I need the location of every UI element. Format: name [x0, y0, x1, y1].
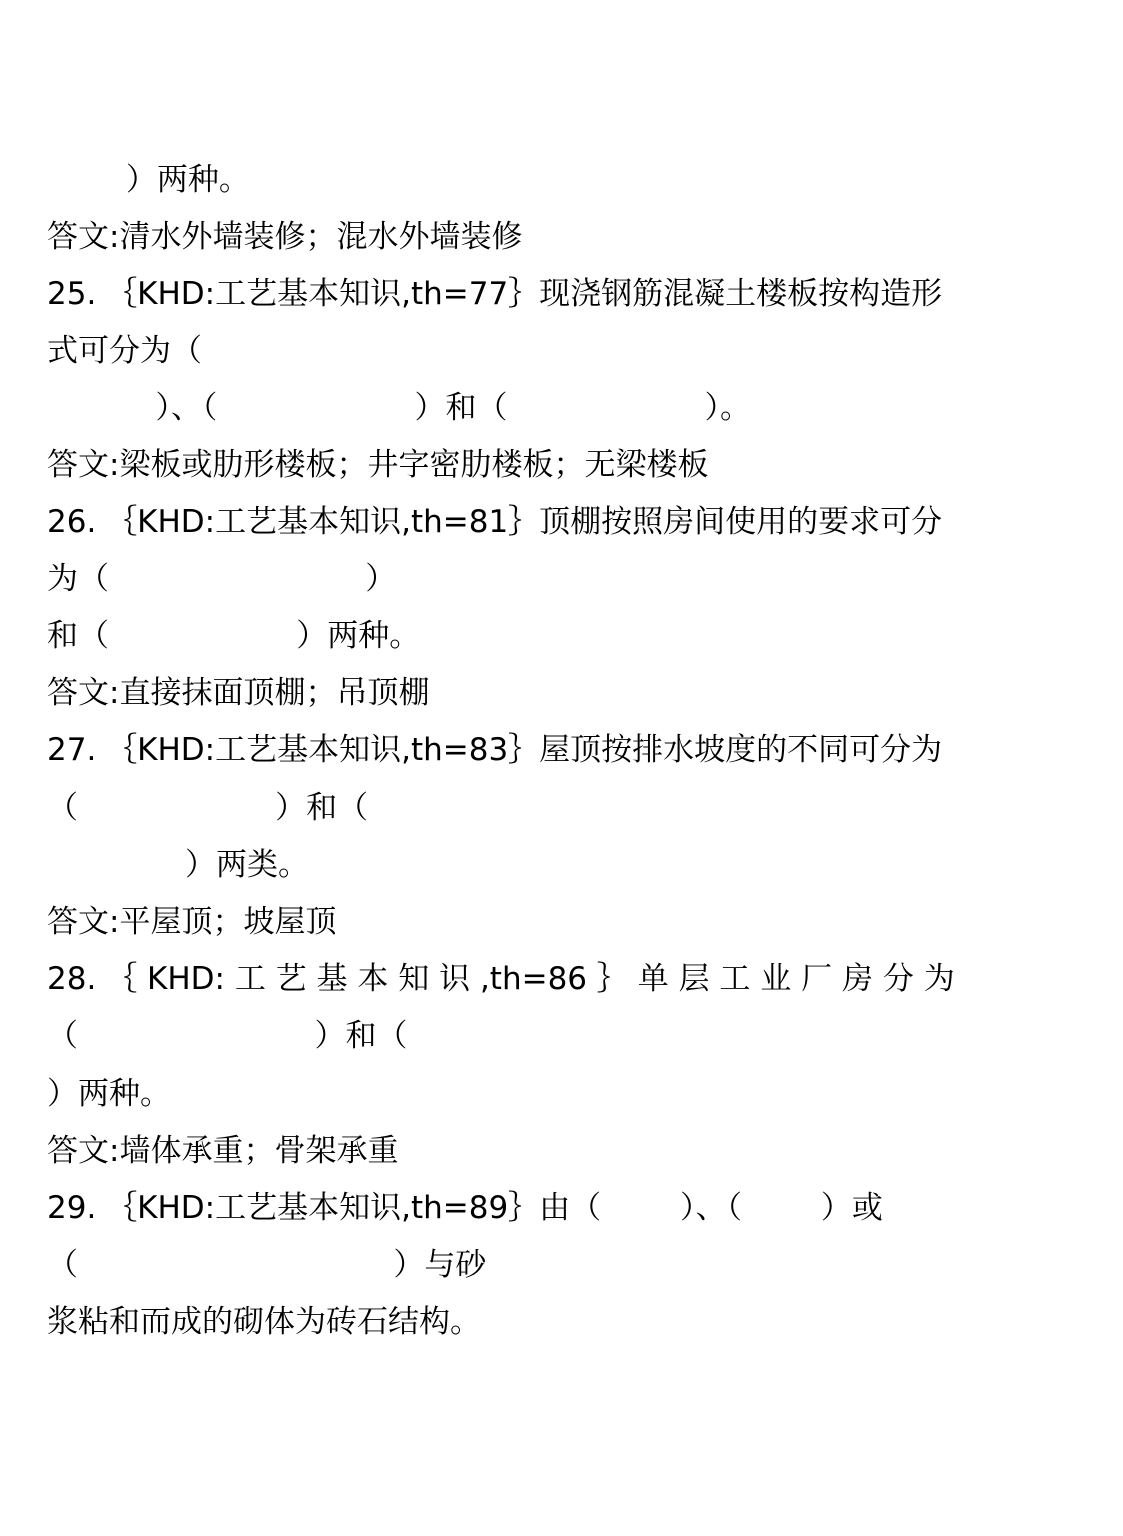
question-29-line-3: 浆粘和而成的砌体为砖石结构。 — [47, 1304, 481, 1340]
question-26-line-3: 和（ ）两种。 — [47, 618, 421, 654]
question-27-line-1: 27. ｛KHD:工艺基本知识,th=83｝屋顶按排水坡度的不同可分为 — [47, 732, 943, 768]
question-25-blanks-line: ）、（ ）和（ ）。 — [47, 390, 752, 426]
question-29-line-1: 29. ｛KHD:工艺基本知识,th=89｝由（ ）、（ ）或 — [47, 1190, 883, 1226]
question-26-line-1: 26. ｛KHD:工艺基本知识,th=81｝顶棚按照房间使用的要求可分 — [47, 504, 943, 540]
question-25-line-2: 式可分为（ — [47, 333, 202, 369]
question-28-line-2: （ ）和（ — [47, 1018, 408, 1054]
question-29-line-2: （ ）与砂 — [47, 1247, 487, 1283]
answer-line-26: 答文:直接抹面顶棚；吊顶棚 — [47, 675, 430, 711]
question-28-line-1: 28. ｛ KHD: 工 艺 基 本 知 识 ,th=86 ｝ 单 层 工 业 厂 房 分 为 — [47, 961, 955, 997]
question-27-line-3: ）两类。 — [47, 847, 309, 883]
question-26-line-2: 为（ ） — [47, 561, 397, 597]
answer-line-28: 答文:墙体承重；骨架承重 — [47, 1133, 399, 1169]
answer-line-27: 答文:平屋顶；坡屋顶 — [47, 904, 337, 940]
answer-line-24: 答文:清水外墙装修；混水外墙装修 — [47, 219, 523, 255]
question-27-line-2: （ ）和（ — [47, 790, 369, 826]
question-25-line-1: 25. ｛KHD:工艺基本知识,th=77｝现浇钢筋混凝土楼板按构造形 — [47, 276, 943, 312]
text-line-1: ）两种。 — [47, 162, 250, 198]
question-28-line-3: ）两种。 — [47, 1076, 171, 1112]
answer-line-25: 答文:梁板或肋形楼板；井字密肋楼板；无梁楼板 — [47, 447, 709, 483]
